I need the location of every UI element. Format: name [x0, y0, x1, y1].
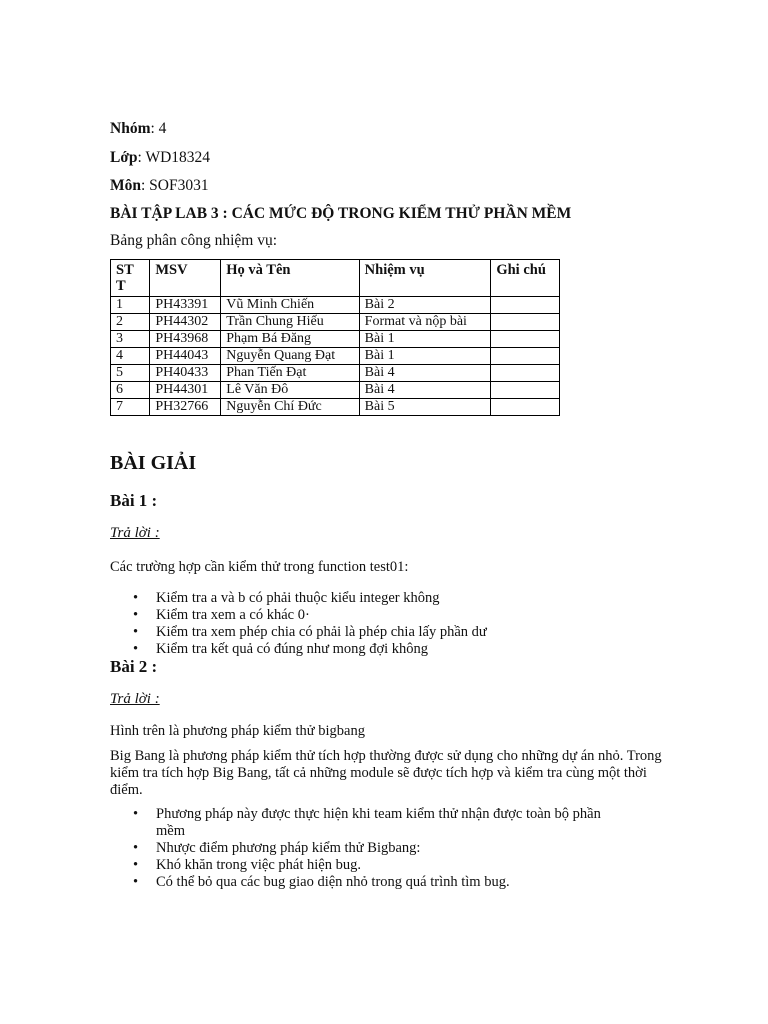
header-note: Ghi chú	[491, 260, 560, 297]
cell-task: Bài 2	[359, 297, 491, 314]
cell-stt: 2	[111, 314, 150, 331]
table-caption: Bảng phân công nhiệm vụ:	[110, 232, 278, 249]
cell-msv: PH44301	[150, 382, 221, 399]
cell-msv: PH40433	[150, 365, 221, 382]
bai1-heading: Bài 1 :	[110, 491, 158, 510]
list-item: • Kiểm tra xem a có khác 0·	[110, 607, 487, 624]
cell-msv: PH44043	[150, 348, 221, 365]
list-item: • Có thể bỏ qua các bug giao diện nhỏ trong quá trình tìm bug.	[110, 874, 630, 891]
list-item: • Phương pháp này được thực hiện khi team kiểm thử nhận được toàn bộ phần mềm	[110, 806, 630, 840]
cell-name: Trần Chung Hiếu	[221, 314, 359, 331]
header-stt: ST T	[111, 260, 150, 297]
cell-stt: 5	[111, 365, 150, 382]
cell-msv: PH44302	[150, 314, 221, 331]
cell-msv: PH43391	[150, 297, 221, 314]
cell-task: Bài 4	[359, 382, 491, 399]
table-row	[111, 297, 560, 314]
cell-msv: PH32766	[150, 399, 221, 416]
bai2-paragraph: Big Bang là phương pháp kiểm thử tích hợp thường được sử dụng cho những dự án nhỏ. Trong kiểm tra tích hợp Big Bang, tất cả những module sẽ được tích hợp và kiểm tra cùng một thời điểm.	[110, 748, 662, 798]
header-task: Nhiệm vụ	[359, 260, 491, 297]
cell-stt: 7	[111, 399, 150, 416]
list-item: • Khó khăn trong việc phát hiện bug.	[110, 857, 630, 874]
subject-value: : SOF3031	[141, 177, 209, 194]
cell-note	[491, 297, 560, 314]
cell-name: Nguyễn Chí Đức	[221, 399, 359, 416]
cell-msv: PH43968	[150, 331, 221, 348]
cell-name: Vũ Minh Chiến	[221, 297, 359, 314]
cell-stt: 4	[111, 348, 150, 365]
class-label: Lớp	[110, 149, 138, 166]
group-line	[110, 120, 166, 138]
solution-heading: BÀI GIẢI	[110, 452, 197, 474]
bai2-bullet-list	[110, 806, 630, 891]
table-row	[111, 399, 560, 416]
cell-task: Format và nộp bài	[359, 314, 491, 331]
cell-note	[491, 314, 560, 331]
document-title: BÀI TẬP LAB 3 : CÁC MỨC ĐỘ TRONG KIỂM THỬ PHẦN MỀM	[110, 205, 572, 222]
subject-label: Môn	[110, 177, 141, 194]
header-msv: MSV	[150, 260, 221, 297]
table-row	[111, 382, 560, 399]
cell-note	[491, 365, 560, 382]
table-row	[111, 314, 560, 331]
cell-name: Phan Tiến Đạt	[221, 365, 359, 382]
cell-task: Bài 5	[359, 399, 491, 416]
table-header-row	[111, 260, 560, 297]
group-label: Nhóm	[110, 120, 151, 137]
cell-stt: 6	[111, 382, 150, 399]
list-item: • Kiểm tra kết quả có đúng như mong đợi không	[110, 641, 487, 658]
bai2-answer-label: Trả lời :	[110, 691, 160, 707]
subject-line	[110, 177, 209, 195]
cell-name: Phạm Bá Đăng	[221, 331, 359, 348]
cell-stt: 1	[111, 297, 150, 314]
table-row	[111, 331, 560, 348]
header-name: Họ và Tên	[221, 260, 359, 297]
bai1-bullet-list	[110, 590, 487, 658]
assignment-table	[110, 259, 560, 416]
cell-stt: 3	[111, 331, 150, 348]
cell-task: Bài 1	[359, 331, 491, 348]
list-item: • Kiểm tra a và b có phải thuộc kiểu integer không	[110, 590, 487, 607]
bai2-heading: Bài 2 :	[110, 657, 158, 676]
cell-task: Bài 4	[359, 365, 491, 382]
cell-note	[491, 331, 560, 348]
list-item: • Kiểm tra xem phép chia có phải là phép chia lấy phần dư	[110, 624, 487, 641]
cell-note	[491, 348, 560, 365]
cell-name: Nguyễn Quang Đạt	[221, 348, 359, 365]
table-row	[111, 365, 560, 382]
cell-note	[491, 382, 560, 399]
bai2-line1: Hình trên là phương pháp kiểm thử bigbang	[110, 723, 365, 739]
list-item: • Nhược điểm phương pháp kiểm thử Bigbang:	[110, 840, 630, 857]
bai1-intro: Các trường hợp cần kiểm thử trong function test01:	[110, 559, 409, 575]
cell-name: Lê Văn Đô	[221, 382, 359, 399]
group-value: : 4	[150, 120, 167, 137]
bai1-answer-label: Trả lời :	[110, 525, 160, 541]
class-line	[110, 149, 210, 167]
cell-task: Bài 1	[359, 348, 491, 365]
class-value: : WD18324	[137, 149, 211, 166]
table-row	[111, 348, 560, 365]
cell-note	[491, 399, 560, 416]
